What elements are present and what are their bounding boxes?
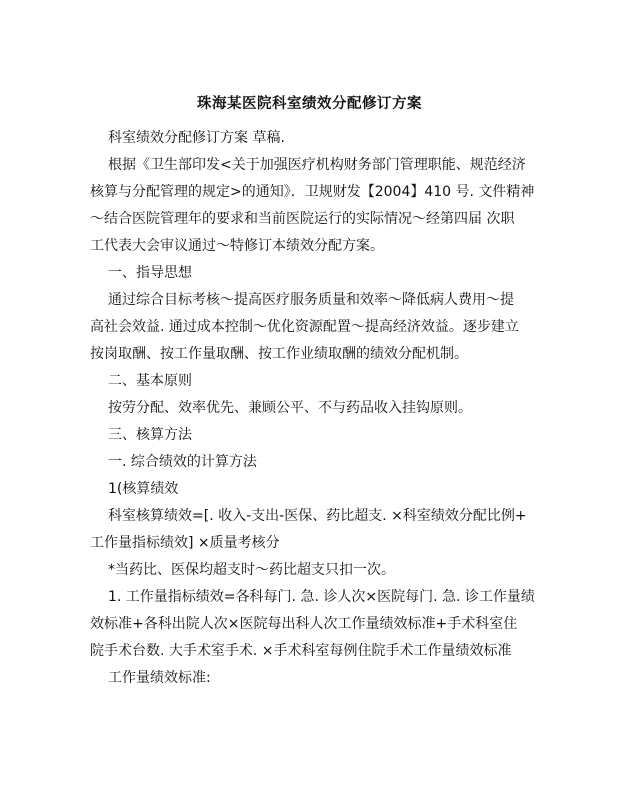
section-heading: 三、核算方法 bbox=[108, 427, 192, 443]
section-heading: 二、基本原则 bbox=[108, 373, 192, 389]
paragraph-line: 按岗取酬、按工作量取酬、按工作业绩取酬的绩效分配机制。 bbox=[90, 346, 468, 362]
paragraph-line: 工作量绩效标准: bbox=[108, 670, 211, 686]
formula-line: 工作量指标绩效] ×质量考核分 bbox=[90, 535, 280, 551]
formula-line: 院手术台数. 大手术室手术. ×手术科室每例住院手术工作量绩效标准 bbox=[90, 643, 512, 659]
paragraph-line: 根据《卫生部印发<关于加强医疗机构财务部门管理职能、规范经济 bbox=[108, 157, 526, 173]
draft-note: 科室绩效分配修订方案 草稿. bbox=[108, 130, 285, 146]
formula-line: 科室核算绩效=[. 收入-支出-医保、药比超支. ×科室绩效分配比例+ bbox=[108, 508, 527, 524]
subsection-heading: 一. 综合绩效的计算方法 bbox=[108, 454, 257, 470]
document-title: 珠海某医院科室绩效分配修订方案 bbox=[197, 96, 422, 112]
paragraph-line: ～结合医院管理年的要求和当前医院运行的实际情况～经第四届 次职 bbox=[90, 211, 515, 227]
note-line: *当药比、医保均超支时～药比超支只扣一次。 bbox=[108, 562, 395, 578]
paragraph-line: 高社会效益. 通过成本控制～优化资源配置～提高经济效益。逐步建立 bbox=[90, 319, 519, 335]
formula-line: 1. 工作量指标绩效=各科每门. 急. 诊人次×医院每门. 急. 诊工作量绩 bbox=[108, 589, 535, 605]
paragraph-line: 按劳分配、效率优先、兼顾公平、不与药品收入挂钩原则。 bbox=[108, 400, 472, 416]
subsection-heading: 1(核算绩效 bbox=[108, 481, 179, 497]
paragraph-line: 核算与分配管理的规定>的通知》．卫规财发【2004】410 号. 文件精神 bbox=[90, 184, 535, 200]
formula-line: 效标准+各科出院人次×医院每出科人次工作量绩效标准+手术科室住 bbox=[90, 616, 518, 632]
section-heading: 一、指导思想 bbox=[108, 265, 192, 281]
paragraph-line: 通过综合目标考核～提高医疗服务质量和效率～降低病人费用～提 bbox=[108, 292, 514, 308]
paragraph-line: 工代表大会审议通过～特修订本绩效分配方案。 bbox=[90, 238, 384, 254]
